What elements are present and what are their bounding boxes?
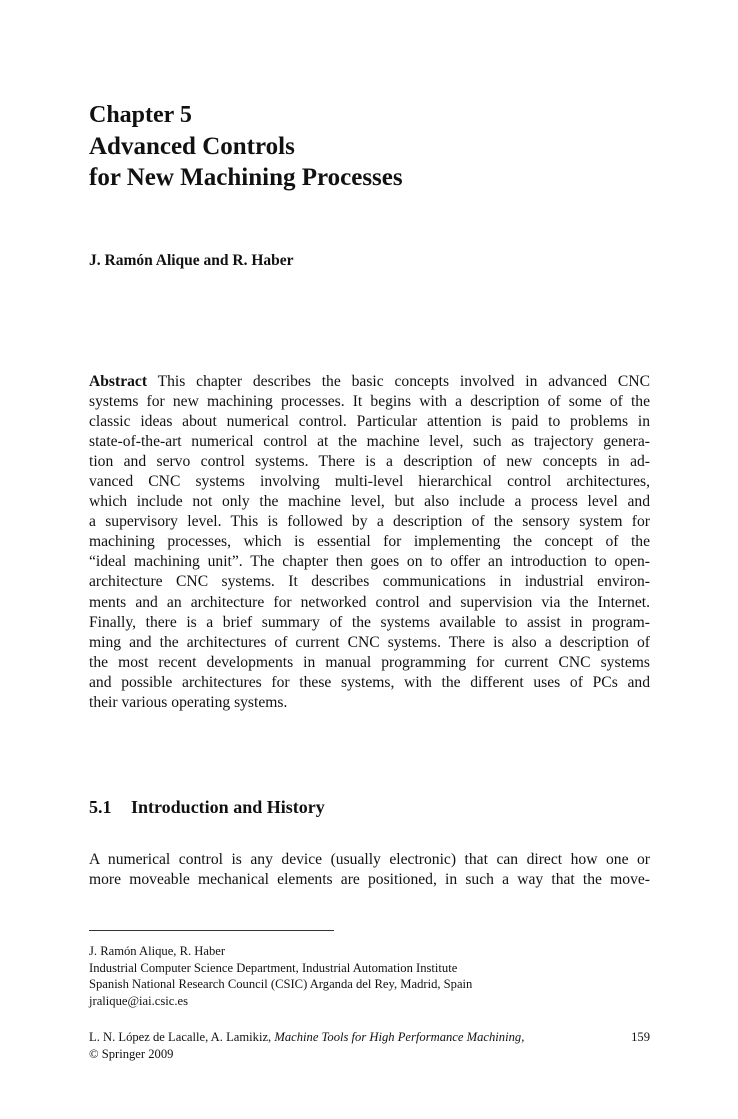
- chapter-number: Chapter 5: [89, 102, 192, 128]
- affiliation-email: jralique@iai.csic.es: [89, 993, 189, 1008]
- citation-book-title: Machine Tools for High Performance Machining: [274, 1030, 522, 1044]
- abstract-line: “ideal machining unit”. The chapter then goes on to offer an introduction to open-: [89, 553, 650, 571]
- citation-editors: L. N. López de Lacalle, A. Lamikiz,: [89, 1030, 275, 1044]
- book-citation: [89, 1029, 650, 1062]
- abstract-line: tion and servo control systems. There is a description of new concepts in ad-: [89, 453, 650, 471]
- abstract-line: [89, 372, 650, 392]
- affiliation-department: Industrial Computer Science Department, Industrial Automation Institute: [89, 960, 458, 975]
- abstract-line: and possible architectures for these systems, with the different uses of PCs and: [89, 673, 650, 691]
- affiliation-names: J. Ramón Alique, R. Haber: [89, 944, 226, 958]
- chapter-title-line-2: for New Machining Processes: [89, 164, 403, 191]
- chapter-title-line-1: Advanced Controls: [89, 133, 295, 160]
- affiliation-institution: Spanish National Research Council (CSIC) Arganda del Rey, Madrid, Spain: [89, 977, 473, 991]
- abstract: [89, 372, 650, 713]
- abstract-text: This chapter describes the basic concepts involved in advanced CNC: [157, 373, 650, 390]
- abstract-line: their various operating systems.: [89, 693, 288, 711]
- abstract-line: Finally, there is a brief summary of the systems available to assist in program-: [89, 613, 650, 631]
- citation-copyright: © Springer 2009: [89, 1046, 174, 1061]
- citation-trailing: ,: [521, 1030, 525, 1044]
- abstract-line: ments and an architecture for networked control and supervision via the Internet.: [89, 593, 650, 611]
- chapter-authors: J. Ramón Alique and R. Haber: [89, 252, 294, 269]
- chapter-heading: [89, 100, 403, 193]
- abstract-line: machining processes, which is essential for implementing the concept of the: [89, 533, 650, 551]
- intro-paragraph: [89, 850, 650, 890]
- abstract-label: Abstract: [89, 373, 148, 390]
- abstract-line: classic ideas about numerical control. Particular attention is paid to problems in: [89, 413, 650, 431]
- author-affiliation: [89, 943, 472, 1009]
- page-number: 159: [631, 1030, 650, 1044]
- section-title: Introduction and History: [131, 797, 325, 817]
- intro-line: A numerical control is any device (usually electronic) that can direct how one or: [89, 851, 650, 868]
- abstract-line: a supervisory level. This is followed by a description of the sensory system for: [89, 513, 650, 531]
- abstract-line: architecture CNC systems. It describes communications in industrial environ-: [89, 573, 650, 591]
- abstract-line: ming and the architectures of current CNC systems. There is also a description of: [89, 633, 650, 651]
- abstract-line: vanced CNC systems involving multi-level hierarchical control architectures,: [89, 473, 650, 491]
- abstract-line: the most recent developments in manual programming for current CNC systems: [89, 653, 650, 671]
- footnote-divider: [89, 930, 334, 931]
- section-heading: [89, 796, 325, 818]
- intro-line: more moveable mechanical elements are positioned, in such a way that the move-: [89, 871, 650, 888]
- abstract-line: state-of-the-art numerical control at the machine level, such as trajectory genera-: [89, 433, 650, 451]
- abstract-line: systems for new machining processes. It begins with a description of some of the: [89, 393, 650, 411]
- citation-line: [89, 1029, 650, 1046]
- abstract-line: which include not only the machine level, but also include a process level and: [89, 493, 650, 511]
- section-number: 5.1: [89, 797, 112, 817]
